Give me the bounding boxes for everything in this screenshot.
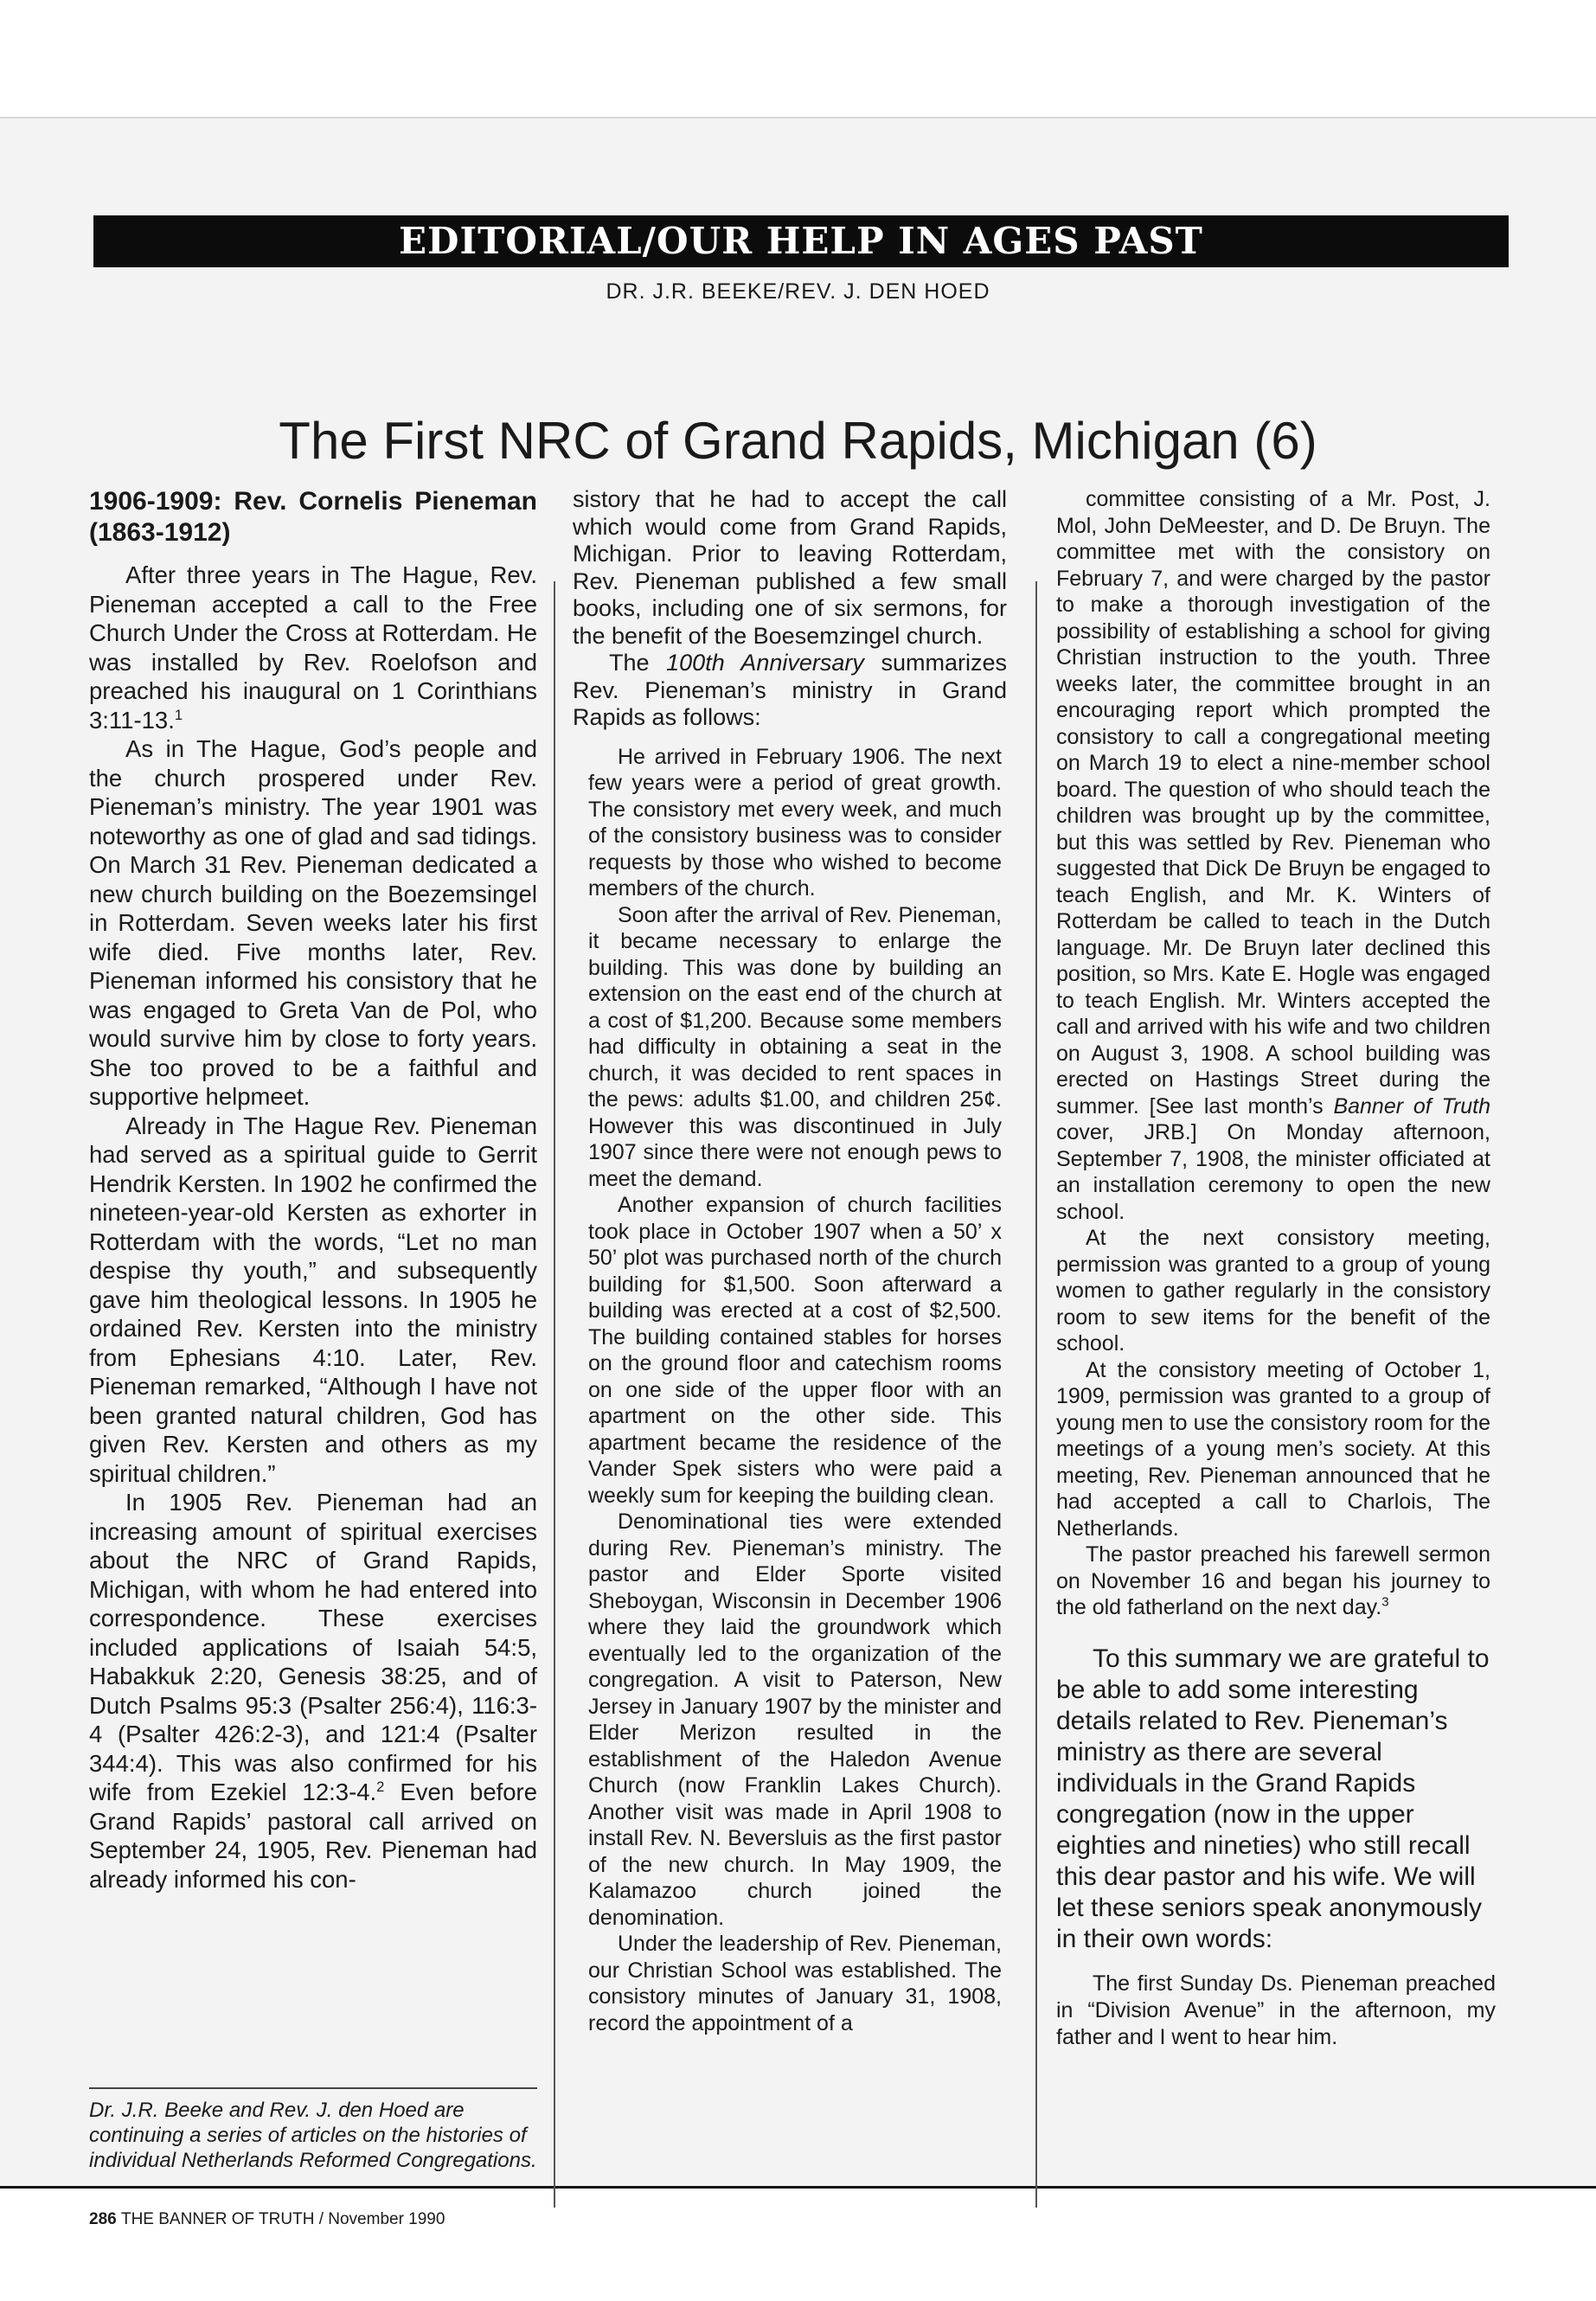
extract-paragraph: committee consisting of a Mr. Post, J. Mol, John DeMeester, and D. De Bruyn. The committee met with the consistory on February 7, and were charged by the pastor to make a thorough investigation of the possibility of establishing a school for giving Christian instruction to the youth. Three weeks later, the committee brought in an encouraging report which prompted the consistory to call a congregational meeting on March 19 to elect a nine-member school board. The question of who should teach the children was brought up by the committee, but this was settled by Rev. Pieneman who suggested that Dick De Bruyn be engaged to teach English, and Mr. K. Winters of Rotterdam be called to teach in the Dutch language. Mr. De Bruyn later declined this position, so Mrs. Kate E. Hogle was engaged to teach English. Mr. Winters accepted the call and arrived with his wife and two children on August 3, 1908. A school building was erected on Hastings Street during the summer. [See last month’s Banner of Truth cover, JRB.] On Monday afternoon, September 7, 1908, the minister officiated at an installation ceremony to open the new school. — [1056, 487, 1490, 1224]
page-number: 286 — [89, 2210, 117, 2228]
paragraph: Already in The Hague Rev. Pieneman had served as a spiritual guide to Gerrit Hendrik Kersten. In 1902 he confirmed the nineteen-year-old Kersten as exhorter in Rotterdam with the words, “Let no man despise thy youth,” and subsequently gave him theological lessons. In 1905 he ordained Rev. Kersten into the ministry from Ephesians 4:10. Later, Rev. Pieneman remarked, “Although I have not been granted natural children, God has given Rev. Kersten and others as my spiritual children.” — [89, 1112, 537, 1487]
column-three — [1056, 486, 1496, 2051]
paragraph: The 100th Anniversary summarizes Rev. Pieneman’s ministry in Grand Rapids as follows: — [573, 650, 1008, 730]
extract-paragraph: At the next consistory meeting, permission was granted to a group of young women to gather regularly in the consistory room to sew items for the benefit of the school. — [1056, 1226, 1490, 1356]
author-footnote: Dr. J.R. Beeke and Rev. J. den Hoed are continuing a series of articles on the histories of individual Netherlands Reformed Congregations. — [89, 2099, 537, 2172]
paragraph: In 1905 Rev. Pieneman had an increasing amount of spiritual exercises about the NRC of Grand Rapids, Michigan, with whom he had entered into correspondence. These exercises included applications of Isaiah 54:5, Habakkuk 2:20, Genesis 38:25, and of Dutch Psalms 95:3 (Psalter 256:4), 116:3-4 (Psalter 426:2-3), and 121:4 (Psalter 344:4). This was also confirmed for his wife from Ezekiel 12:3-4.$^2$ Even before Grand Rapids’ pastoral call arrived on September 24, 1905, Rev. Pieneman had already informed his con- — [89, 1489, 538, 1893]
quoted-speech: The first Sunday Ds. Pieneman preached in “Division Avenue” in the afternoon, my father and I went to hear him. — [1056, 1971, 1496, 2049]
column-two — [573, 486, 1007, 2036]
paragraph: As in The Hague, God’s people and the church prospered under Rev. Pieneman’s ministry. The year 1901 was noteworthy as one of glad and sad tidings. On March 31 Rev. Pieneman dedicated a new church building on the Boezemsingel in Rotterdam. Seven weeks later his first wife died. Five months later, Rev. Pieneman informed his consistory that he was engaged to Greta Van de Pol, who would survive him by close to forty years. She too proved to be a faithful and supportive helpmeet. — [89, 735, 537, 1110]
article-title: The First NRC of Grand Rapids, Michigan (6) — [279, 412, 1317, 470]
quoted-extract — [1056, 486, 1490, 1621]
footnote-marker: 3 — [1381, 1594, 1389, 1610]
column-rule — [1035, 581, 1037, 2208]
extract-paragraph: Another expansion of church facilities took place in October 1907 when a 50’ x 50’ plot was purchased north of the church building for $1,500. Soon afterward a building was erected at a cost of $2,500. The building contained stables for horses on the ground floor and catechism rooms on one side of the upper floor with an apartment on the other side. This apartment became the residence of the Vander Spek sisters who were paid a weekly sum for keeping the building clean. — [588, 1193, 1002, 1508]
section-banner: EDITORIAL/OUR HELP IN AGES PAST — [93, 215, 1509, 267]
column-one — [89, 486, 537, 1894]
extract-paragraph: At the consistory meeting of October 1, 1909, permission was granted to a group of young men to use the consistory room for the meetings of a young men’s society. At this meeting, Rev. Pieneman announced that he had accepted a call to Charlois, The Netherlands. — [1056, 1357, 1490, 1541]
extract-paragraph: Soon after the arrival of Rev. Pieneman, it became necessary to enlarge the building. This was done by building an extension on the east end of the church at a cost of $1,200. Because some members had difficulty in obtaining a seat in the church, it was decided to rent spaces in the pews: adults $1.00, and children 25¢. However this was discontinued in July 1907 since there were not enough pews to meet the demand. — [588, 902, 1002, 1191]
paragraph: After three years in The Hague, Rev. Pieneman accepted a call to the Free Church Under the Cross at Rotterdam. He was installed by Rev. Roelofson and preached his inaugural on 1 Corinthians 3:11-13.$^1$ — [89, 561, 537, 734]
section-heading: 1906-1909: Rev. Cornelis Pieneman (1863-1912) — [89, 487, 537, 547]
extract-paragraph: Denominational ties were extended during Rev. Pieneman’s ministry. The pastor and Elder Sporte visited Sheboygan, Wisconsin in December 1906 where they laid the groundwork which eventually led to the organization of the congregation. A visit to Paterson, New Jersey in January 1907 by the minister and Elder Merizon resulted in the establishment of the Haledon Avenue Church (now Franklin Lakes Church). Another visit was made in April 1908 to install Rev. N. Beversluis as the first pastor of the new church. In May 1909, the Kalamazoo church joined the denomination. — [588, 1509, 1002, 1930]
author-line: DR. J.R. BEEKE/REV. J. DEN HOED — [606, 279, 990, 304]
extract-paragraph: Under the leadership of Rev. Pieneman, our Christian School was established. The consistory minutes of January 31, 1908, record the appointment of a — [588, 1932, 1002, 2035]
extract-paragraph: The pastor preached his farewell sermon on November 16 and began his journey to the old fatherland on the next day.$^3$ — [1056, 1542, 1490, 1619]
paragraph: sistory that he had to accept the call which would come from Grand Rapids, Michigan. Prior to leaving Rotterdam, Rev. Pieneman published a few small books, including one of six sermons, for the benefit of the Boesemzingel church. — [573, 486, 1007, 649]
magazine-page — [0, 117, 1596, 2228]
extract-paragraph: He arrived in February 1906. The next few years were a period of great growth. The consistory met every week, and much of the consistory business was to consider requests by those who wished to become members of the church. — [588, 744, 1002, 901]
footnote-marker: 1 — [174, 707, 183, 723]
magazine-issue: THE BANNER OF TRUTH / November 1990 — [120, 2210, 445, 2228]
footnote-rule — [89, 2087, 537, 2089]
column-rule — [554, 581, 555, 2208]
page-folio — [89, 2210, 445, 2229]
footnote-marker: 2 — [376, 1779, 385, 1795]
quoted-extract — [588, 744, 1002, 2037]
paragraph: To this summary we are grateful to be able to add some interesting details related to Rev. Pieneman’s ministry as there are several individuals in the Grand Rapids congregation (now in the upper eighties and nineties) who still recall this dear pastor and his wife. We will let these seniors speak anonymously in their own words: — [1056, 1644, 1490, 1953]
